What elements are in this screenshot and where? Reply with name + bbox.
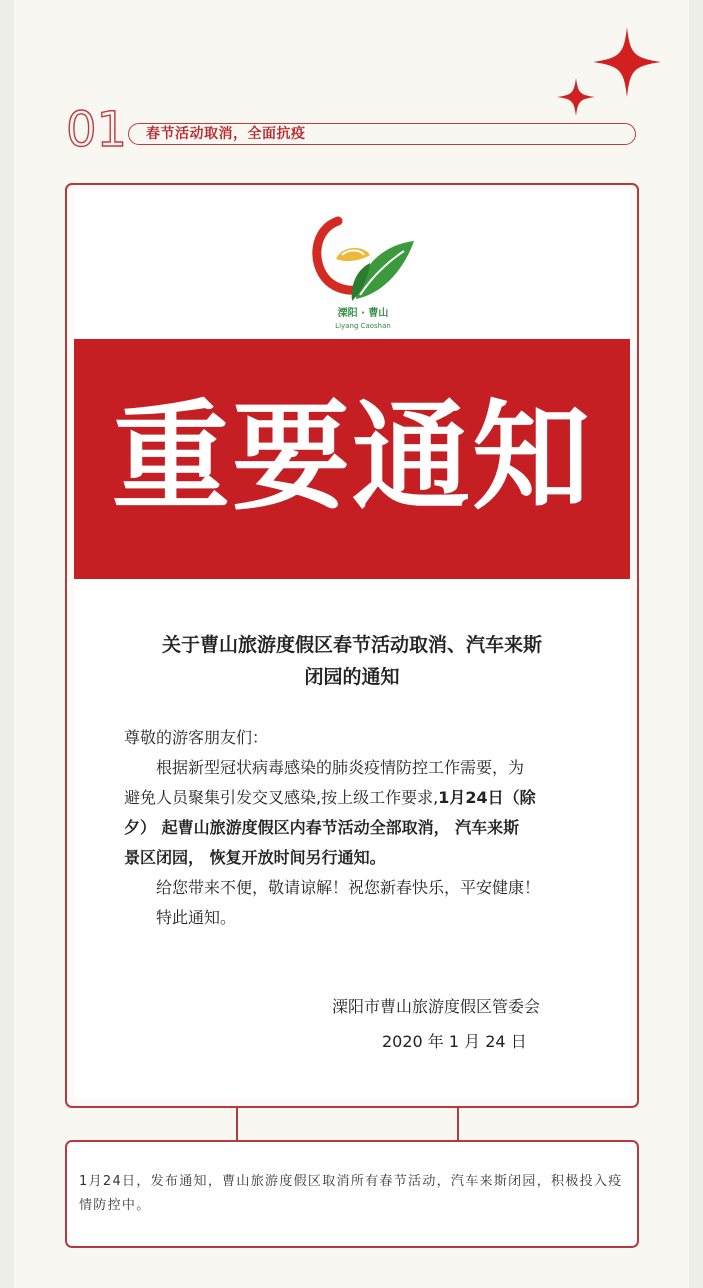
signature: 溧阳市曹山旅游度假区管委会 — [332, 997, 541, 1016]
body-line-2a: 避免人员聚集引发交叉感染,按上级工作要求, — [124, 788, 439, 807]
logo-chinese-name: 溧阳 · 曹山 — [337, 308, 389, 319]
notice-title — [74, 629, 630, 693]
body-closing: 特此通知。 — [156, 908, 237, 927]
body-line-2b: 1月24日（除 — [438, 788, 536, 807]
notice-body — [124, 723, 594, 933]
body-apology: 给您带来不便，敬请谅解！祝您新春快乐，平安健康！ — [156, 878, 541, 897]
body-line-4: 景区闭园， 恢复开放时间另行通知。 — [124, 848, 386, 867]
large-sparkle-icon — [593, 27, 661, 97]
caption-text: 1月24日，发布通知，曹山旅游度假区取消所有春节活动，汽车来斯闭园，积极投入疫情防控中。 — [79, 1174, 623, 1213]
section-number-text: 01 — [66, 104, 128, 152]
greeting: 尊敬的游客朋友们： — [124, 728, 269, 747]
logo-english-name: Liyang Caoshan — [335, 322, 391, 330]
connector-right — [457, 1107, 459, 1141]
notice-image — [74, 191, 630, 1099]
section-number — [66, 104, 136, 152]
body-line-3: 夕） 起曹山旅游度假区内春节活动全部取消， 汽车来斯 — [124, 818, 520, 837]
notice-date: 2020 年 1 月 24 日 — [382, 1032, 527, 1051]
caoshan-logo-icon — [308, 211, 418, 307]
caption-box — [65, 1140, 639, 1248]
banner-title: 重要通知 — [111, 388, 592, 526]
body-line-1: 根据新型冠状病毒感染的肺炎疫情防控工作需要，为 — [156, 758, 525, 777]
caoshan-logo — [308, 211, 418, 330]
notice-title-line1: 关于曹山旅游度假区春节活动取消、汽车来斯 — [161, 634, 542, 656]
notice-title-line2: 闭园的通知 — [304, 666, 400, 688]
body-line-2 — [124, 783, 594, 813]
section-title: 春节活动取消，全面抗疫 — [146, 126, 306, 142]
small-sparkle-icon — [557, 78, 595, 116]
important-notice-banner — [74, 339, 630, 579]
connector-left — [236, 1107, 238, 1141]
